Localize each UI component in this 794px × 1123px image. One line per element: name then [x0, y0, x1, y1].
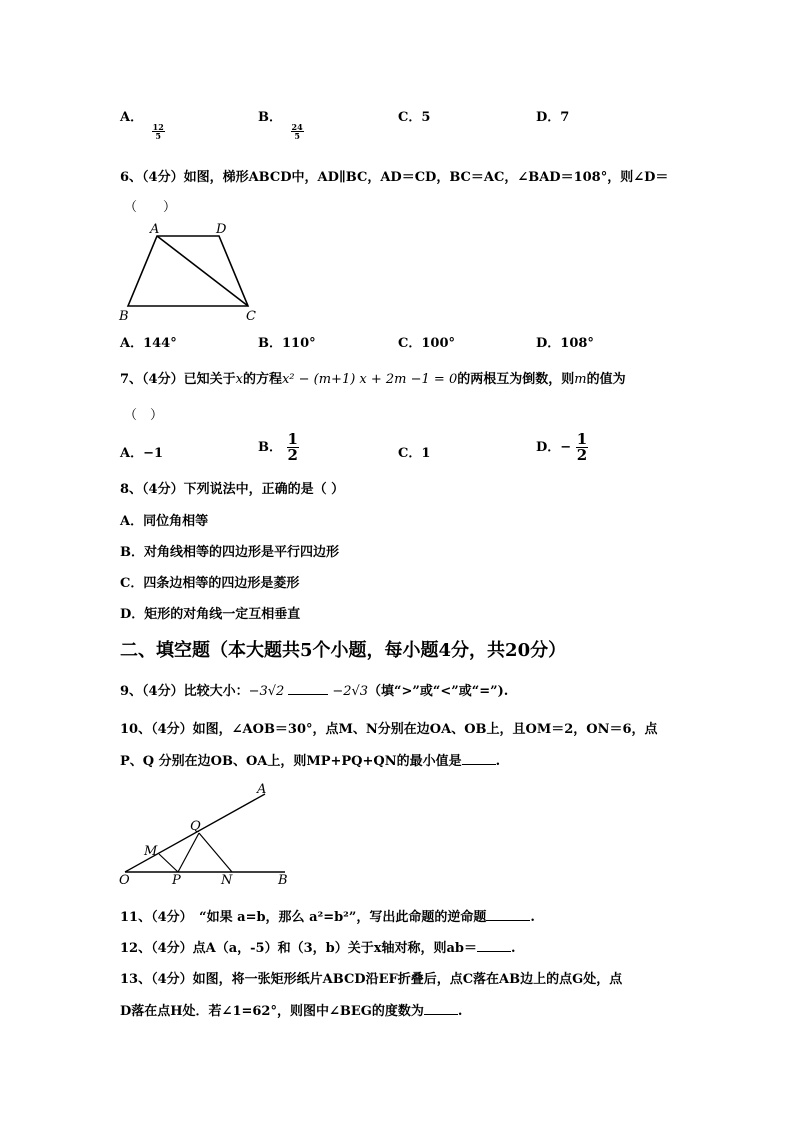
segment-qn — [199, 833, 232, 872]
q13-line2: D落在点H处．若∠1=62°，则图中∠BEG的度数为 . — [120, 1000, 462, 1019]
q8-text: 8、（4分）下列说法中，正确的是（ ） — [120, 482, 345, 497]
segment-pq — [178, 833, 199, 872]
q7-text: 7、（4分）已知关于x的方程x² − (m+1) x + 2m −1 = 0的两根互为倒数，则m的值为 — [120, 372, 626, 387]
q13-line1: 13、（4分）如图，将一张矩形纸片ABCD沿EF折叠后，点C落在AB边上的点G处，点 — [120, 972, 623, 987]
trapezoid-figure — [115, 220, 275, 326]
q9-text: 9、（4分）比较大小：−3√2 −2√3（填“>”或“<”或“=”). — [120, 680, 508, 699]
point-label-q: Q — [190, 819, 201, 834]
q10-line1: 10、（4分）如图，∠AOB＝30°，点M、N分别在边OA、OB上，且OM＝2，ON＝6，点 — [120, 722, 658, 737]
trapezoid-abcd — [128, 236, 248, 306]
q6-option-a: A．144° — [120, 336, 177, 351]
segment-mp — [159, 854, 178, 872]
q8-option-b: B．对角线相等的四边形是平行四边形 — [120, 545, 339, 560]
q6-answer-paren: （ ） — [124, 200, 177, 215]
q8-option-a: A．同位角相等 — [120, 514, 209, 529]
q5-option-c: C．5 — [398, 110, 431, 125]
q6-option-d: D．108° — [536, 336, 594, 351]
point-label-d: D — [216, 222, 227, 237]
point-label-b: B — [278, 873, 288, 888]
point-label-c: C — [246, 309, 256, 324]
q5-option-a: A． $\frac{12}{5}$ — [120, 110, 164, 141]
answer-blank[interactable] — [424, 1001, 458, 1015]
answer-blank[interactable] — [486, 907, 530, 921]
q6-option-c: C．100° — [398, 336, 455, 351]
q11-text: 11、（4分） “如果 a=b，那么 a²=b²”，写出此命题的逆命题 . — [120, 906, 535, 925]
point-label-m: M — [144, 844, 158, 859]
q5-option-d: D．7 — [536, 110, 570, 125]
point-label-n: N — [221, 873, 233, 888]
q10-line2: P、Q 分别在边OB、OA上，则MP+PQ+QN的最小值是 . — [120, 750, 500, 769]
answer-blank[interactable] — [462, 751, 496, 765]
q6-option-b: B．110° — [258, 336, 316, 351]
fraction: $\frac{24}{5}$ — [291, 122, 303, 141]
q7-answer-paren: （ ） — [124, 408, 164, 423]
fraction: $\frac{1}{2}$ — [287, 430, 298, 464]
q7-option-d: D．− $\frac{1}{2}$ — [536, 430, 588, 464]
q6-text: 6、（4分）如图，梯形ABCD中，AD∥BC，AD＝CD，BC＝AC，∠BAD＝108°，则∠D＝ — [120, 170, 669, 185]
fraction: $\frac{12}{5}$ — [152, 122, 164, 141]
point-label-b: B — [119, 309, 129, 324]
q7-option-c: C．1 — [398, 446, 431, 461]
q7-option-b: B． $\frac{1}{2}$ — [258, 430, 298, 464]
fraction: $\frac{1}{2}$ — [576, 430, 588, 464]
answer-blank[interactable] — [288, 681, 328, 695]
q7-equation: x² − (m+1) x + 2m −1 = 0 — [281, 372, 458, 387]
point-label-o: O — [119, 873, 130, 888]
point-label-a: A — [257, 782, 267, 797]
q7-option-a: A．−1 — [120, 446, 164, 461]
section-heading: 二、填空题（本大题共5个小题，每小题4分，共20分） — [120, 640, 567, 661]
q8-option-d: D．矩形的对角线一定互相垂直 — [120, 607, 301, 622]
point-label-p: P — [172, 873, 181, 888]
q8-option-c: C．四条边相等的四边形是菱形 — [120, 576, 300, 591]
point-label-a: A — [150, 222, 160, 237]
answer-blank[interactable] — [477, 938, 511, 952]
q12-text: 12、（4分）点A（a，-5）和（3，b）关于x轴对称，则ab＝ . — [120, 937, 516, 956]
q5-option-b: B． $\frac{24}{5}$ — [258, 110, 303, 141]
angle-figure — [115, 780, 295, 890]
